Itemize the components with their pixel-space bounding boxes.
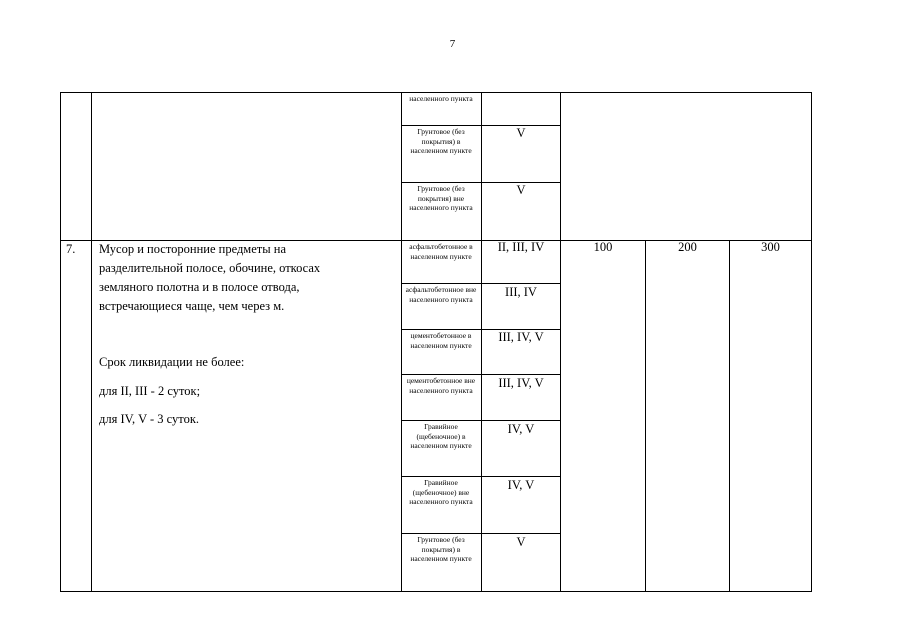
road-category-cell: IV, V [507,422,535,436]
table-left-border [60,92,61,592]
deadline-line-1: для II, III - 2 суток; [99,384,201,398]
surface-type-cell: Грунтовое (без покрытия) вне населенного пункта [409,184,473,212]
surface-type-cell: цементобетонное в населенном пункте [410,331,472,350]
distance-value-3: 300 [761,240,780,254]
road-category-cell: II, III, IV [497,240,545,254]
col-divider-value-1 [645,240,646,592]
surface-type-cell: Гравийное (щебеночное) вне населенного пункта [409,478,473,506]
item-description: Мусор и посторонние предметы на разделительной полосе, обочине, откосах земляного полотна и в полосе отвода, встречающиеся чаще, чем через м. [99,242,321,313]
row-separator [401,533,561,534]
road-category-cell: V [516,126,526,140]
road-category-cell: III, IV, V [498,376,544,390]
row-separator [401,374,561,375]
requirements-table [60,92,812,592]
road-category-cell: V [516,183,526,197]
distance-value-2: 200 [678,240,697,254]
surface-type-cell: Грунтовое (без покрытия) в населенном пункте [410,127,472,155]
road-category-cell: III, IV, V [498,330,544,344]
distance-value-1: 100 [593,240,613,254]
surface-type-cell: Гравийное (щебеночное) в населенном пункте [410,422,472,450]
table-top-border [60,92,812,93]
surface-type-cell: асфальтобетонное вне населенного пункта [405,285,477,304]
road-category-cell: V [516,535,526,549]
road-category-cell: III, IV [505,285,537,299]
deadline-line-2: для IV, V - 3 суток. [99,412,200,426]
col-divider-category [560,92,561,592]
table-bottom-border [60,591,812,592]
surface-type-cell: асфальтобетонное в населенном пункте [409,242,473,261]
surface-type-cell: Грунтовое (без покрытия) в населенном пункте [410,535,472,563]
item-number: 7. [66,242,76,256]
surface-type-cell: цементобетонное вне населенного пункта [406,376,476,395]
road-category-cell: IV, V [507,478,535,492]
col-divider-value-2 [729,240,730,592]
row-separator [401,283,561,284]
surface-type-cell: населенного пункта [409,94,473,103]
row-separator [401,476,561,477]
row-separator [401,420,561,421]
table-right-border [811,92,812,592]
page-number: 7 [449,38,456,50]
deadline-title: Срок ликвидации не более: [99,355,245,369]
col-divider-number [91,92,92,592]
